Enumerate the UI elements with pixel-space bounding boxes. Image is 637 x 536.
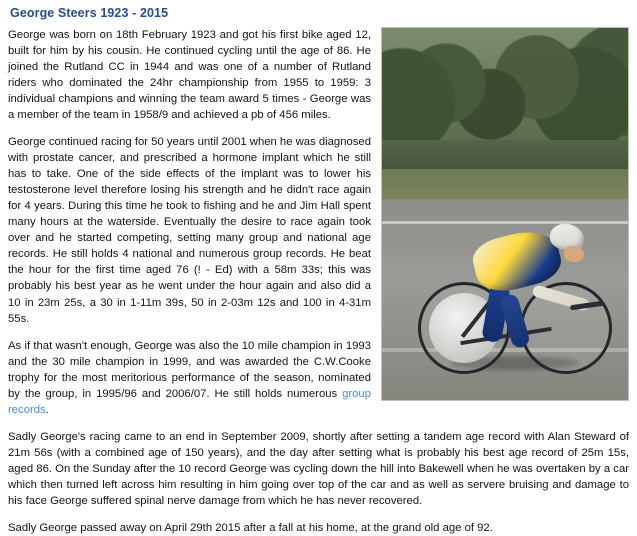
photo-road-marking (382, 221, 628, 224)
paragraph-3-text-after: . (45, 403, 49, 416)
photo-trees (382, 28, 628, 151)
paragraph-4: Sadly George's racing came to an end in September 2009, shortly after setting a tandem age record with Alan Steward of 21m 56s (with a combined age of 150 years), and the day after setting what is probably his best age record of 25m 15s, aged 86. On the Sunday after the 10 record George was cycling down the hill into Bakewell when he was overtaken by a car which then turned left across him resulting in him going over top of the car and as well as servere bruising and damage to his face George suffered spinal nerve damage from which he has never recovered. (8, 430, 629, 507)
group-records-link[interactable]: group records (8, 387, 371, 416)
paragraph-5: Sadly George passed away on April 29th 2015 after a fall at his home, at the grand old age of 92. (8, 521, 493, 534)
paragraph-1: George was born on 18th February 1923 and got his first bike aged 12, built for him by his cousin. He continued cycling until the age of 86. He joined the Rutland CC in 1944 and was one of a number of Rutland riders who dominated the 24hr championship from 1955 to 1959: 3 individual champions and winning the team award 5 times - George was a member of the team in 1958/9 and achieved a pb of 456 miles. (8, 29, 371, 122)
paragraph-3-text-before: As if that wasn't enough, George was also the 10 mile champion in 1993 and the 30 mile champion in 1999, and was awarded the C.W.Cooke trophy for the most meritorious performance of the season, nominated by the group, in 1995/96 and 2006/07. He still holds numerous (8, 339, 371, 400)
page-title: George Steers 1923 - 2015 (10, 6, 169, 20)
rider-photograph (381, 27, 629, 401)
photo-grass-verge (382, 169, 628, 202)
paragraph-2: George continued racing for 50 years until 2001 when he was diagnosed with prostate cancer, and prescribed a hormone implant which he still has to take. One of the side effects of the implant was to lower his testosterone level therefore losing his strength and he didn't race again for 4 years. During this time he took to fishing and he and Jim Hall spent many hours at the waterside. Eventually the desire to race again took over and he started competing, setting many group and national age records. He still holds 4 national and numerous group records. He beat the hour for the first time aged 76 (! - Ed) with a 58m 33s; this was probably his best year as he went under the hour again and also did a 10 in 23m 25s, a 30 in 1-11m 39s, 50 in 2-03m 12s and 100 in 4-31m 55s. (8, 136, 371, 325)
